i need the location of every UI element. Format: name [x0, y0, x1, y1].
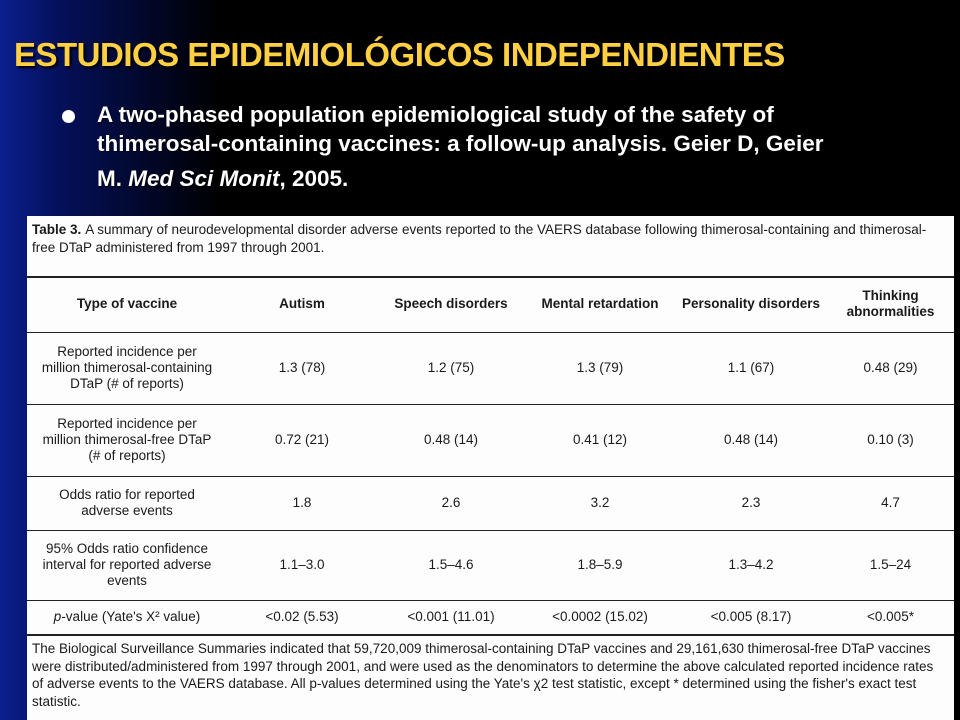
table-cell: 4.7 — [881, 495, 900, 510]
table-cell: 3.2 — [590, 495, 610, 510]
bullet-year: , 2005. — [279, 166, 349, 191]
table-cell: 1.8–5.9 — [577, 557, 623, 572]
table-cell: 1.5–4.6 — [428, 557, 474, 572]
bullet-item — [62, 100, 922, 193]
bullet-line-1: A two-phased population epidemiological study of the safety of — [97, 102, 774, 127]
column-header: Speech disorders — [394, 296, 508, 311]
table-cell: 1.3 (78) — [278, 360, 326, 375]
bullet-journal: Med Sci Monit — [128, 166, 280, 191]
table-caption-text: A summary of neurodevelopmental disorder adverse events reported to the VAERS database following thimerosal-containing and thimerosal-free DTaP administered from 1997 through 2001. — [32, 222, 927, 255]
bullet-icon — [62, 110, 75, 123]
table-cell: 0.48 (14) — [723, 432, 779, 447]
table-cell: <0.005 (8.17) — [710, 609, 792, 624]
table-cell: 0.48 (14) — [423, 432, 479, 447]
table-cell: <0.0002 (15.02) — [552, 609, 648, 624]
row-label: Reported incidence per million thimerosal-containing DTaP (# of reports) — [41, 344, 213, 391]
table-cell: 0.72 (21) — [274, 432, 330, 447]
table-cell: 1.3–4.2 — [728, 557, 774, 572]
bullet-line-3 — [97, 164, 823, 193]
row-label: 95% Odds ratio confidence interval for reported adverse events — [42, 541, 212, 588]
table-cell: 1.1–3.0 — [279, 557, 325, 572]
table-cell: 1.5–24 — [869, 557, 912, 572]
table-rule — [27, 634, 954, 636]
table-figure — [27, 216, 954, 720]
column-header: Thinking abnormalities — [846, 288, 935, 319]
table-cell: 2.3 — [741, 495, 761, 510]
table-cell: 0.10 (3) — [867, 432, 914, 447]
table-cell: 0.48 (29) — [863, 360, 918, 375]
row-label: p -value (Yate's X² value) — [53, 609, 201, 624]
column-header: Type of vaccine — [76, 296, 178, 311]
table-cell: 1.1 (67) — [727, 360, 775, 375]
table-footnote: The Biological Surveillance Summaries indicated that 59,720,009 thimerosal-containing DTaP vaccines and 29,161,630 thimerosal-free DTaP vaccines were distributed/administered from 1997 through 2001, and were used as the denominators to determine the above calculated reported incidence rates of adverse events to the VAERS database. All p-values determined using the Yate's χ2 test statistic, except * determined using the fisher's exact test statistic. — [32, 641, 934, 709]
table-cell: <0.005* — [867, 609, 914, 624]
table-label: Table 3. — [32, 222, 82, 237]
bullet-line-2: thimerosal-containing vaccines: a follow-up analysis. Geier D, Geier — [97, 131, 824, 156]
bullet-text — [97, 100, 823, 193]
table-caption — [32, 221, 932, 257]
column-header: Autism — [279, 296, 325, 311]
table-cell: 1.2 (75) — [427, 360, 475, 375]
table-cell: 2.6 — [441, 495, 461, 510]
table-cell: <0.001 (11.01) — [407, 609, 495, 624]
slide-title: ESTUDIOS EPIDEMIOLÓGICOS INDEPENDIENTES — [14, 36, 785, 73]
column-header: Mental retardation — [541, 296, 659, 311]
table-cell: <0.02 (5.53) — [265, 609, 339, 624]
column-header: Personality disorders — [681, 296, 821, 311]
bullet-author: M. — [97, 166, 129, 191]
table-cell: 1.3 (79) — [576, 360, 624, 375]
row-label: Odds ratio for reported adverse events — [59, 487, 195, 518]
table-cell: 0.41 (12) — [572, 432, 628, 447]
table-cell: 1.8 — [292, 495, 312, 510]
row-label: Reported incidence per million thimerosal-free DTaP (# of reports) — [42, 416, 212, 463]
